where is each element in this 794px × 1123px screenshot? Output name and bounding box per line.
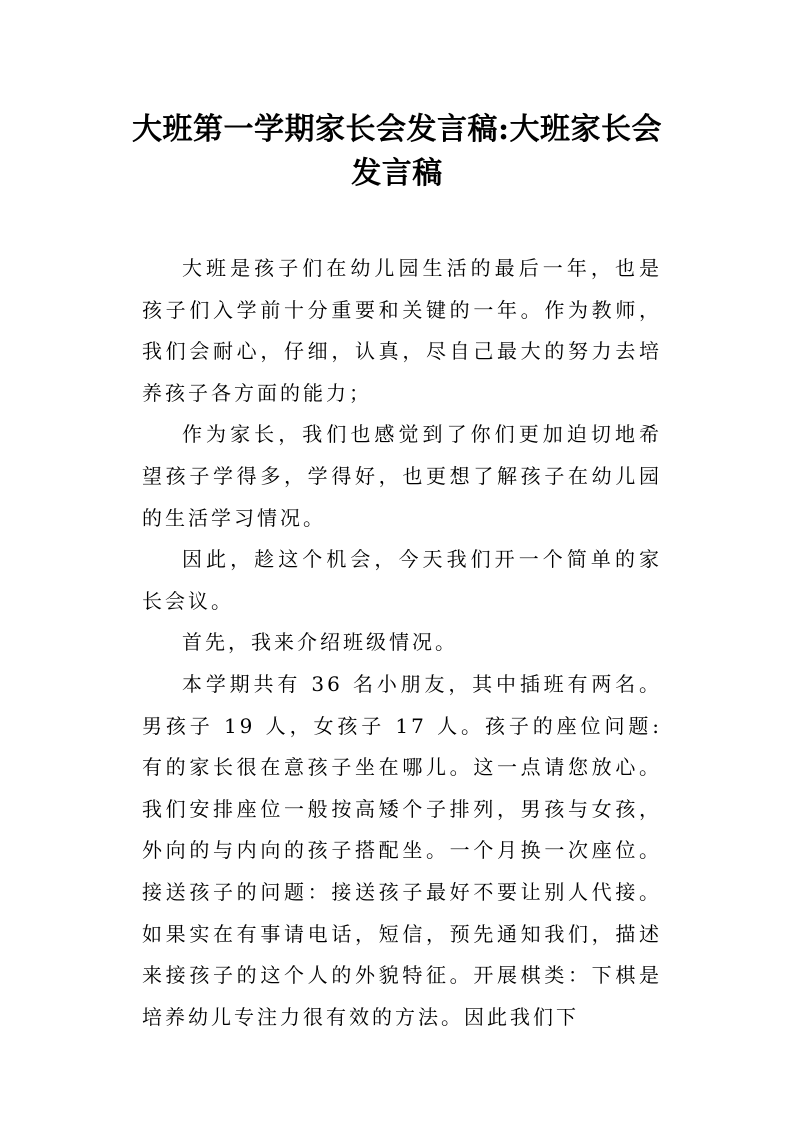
document-body <box>142 248 662 1038</box>
paragraph-meeting: 因此，趁这个机会，今天我们开一个简单的家长会议。 <box>142 547 662 613</box>
paragraph-intro: 大班是孩子们在幼儿园生活的最后一年，也是孩子们入学前十分重要和关键的一年。作为教师，我们会耐心，仔细，认真，尽自己最大的努力去培养孩子各方面的能力； <box>142 256 662 405</box>
paragraph-class-intro: 首先，我来介绍班级情况。 <box>182 630 458 655</box>
paragraph-parents: 作为家长，我们也感觉到了你们更加迫切地希望孩子学得多，学得好，也更想了解孩子在幼儿园的生活学习情况。 <box>142 422 662 530</box>
document-title: 大班第一学期家长会发言稿:大班家长会发言稿 <box>131 112 663 191</box>
paragraph-class-details: 本学期共有 36 名小朋友，其中插班有两名。男孩子 19 人，女孩子 17 人。孩子的座位问题: 有的家长很在意孩子坐在哪儿。这一点请您放心。我们安排座位一般按高矮个子排列，男孩与女孩，外向的与内向的孩子搭配坐。一个月换一次座位。接送孩子的问题：接送孩子最好不要让别人代接。如果实在有事请电话，短信，预先通知我们，描述来接孩子的这个人的外貌特征。开展棋类：下棋是培养幼儿专注力很有效的方法。因此我们下 <box>142 671 662 1029</box>
